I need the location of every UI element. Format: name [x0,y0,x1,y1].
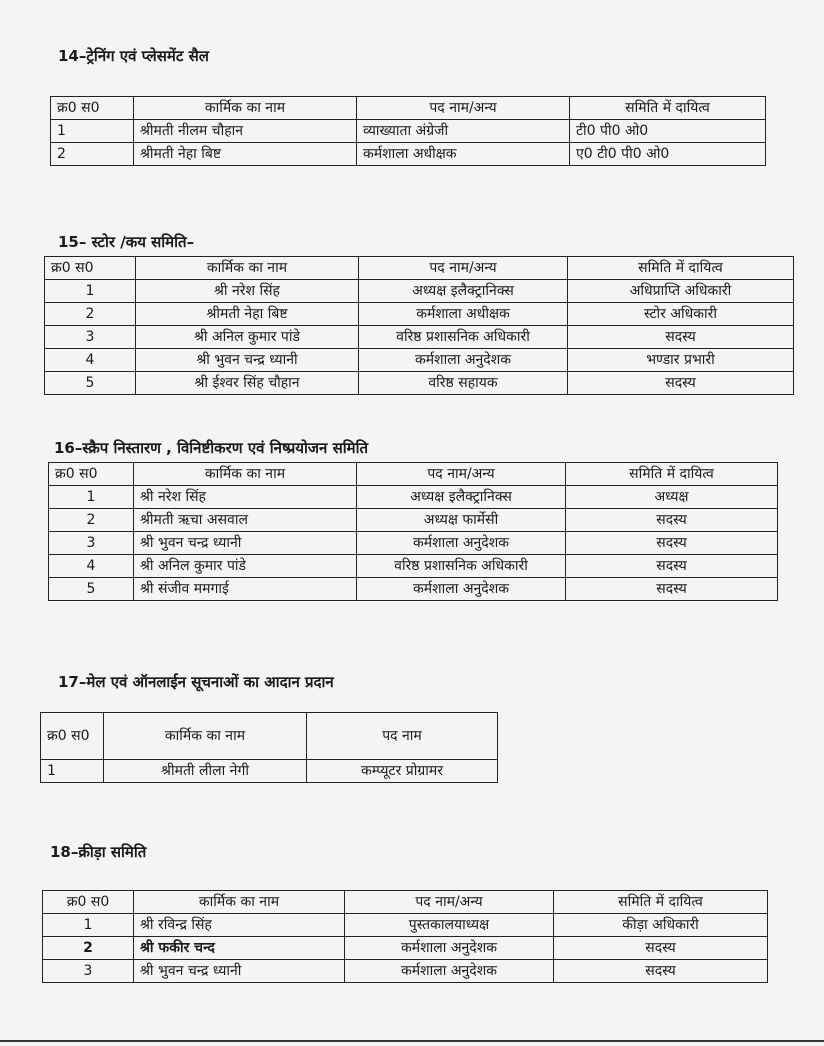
serial-cell: 3 [45,326,136,349]
header-name: कार्मिक का नाम [134,97,357,120]
name-cell: श्रीमती ऋचा असवाल [134,509,357,532]
header-responsibility: समिति में दायित्व [566,463,778,486]
post-cell: अध्यक्ष फार्मेसी [357,509,566,532]
section-18-table [42,890,768,983]
responsibility-cell: सदस्य [566,532,778,555]
section-14-table [50,96,766,166]
table-header-row [51,97,766,120]
header-responsibility: समिति में दायित्व [570,97,766,120]
header-name: कार्मिक का नाम [136,257,359,280]
serial-cell: 1 [49,486,134,509]
post-cell: कर्मशाला अनुदेशक [345,937,554,960]
name-cell: श्री फकीर चन्द [134,937,345,960]
post-cell: कर्मशाला अनुदेशक [359,349,568,372]
table-header-row [49,463,778,486]
header-post: पद नाम/अन्य [357,97,570,120]
name-cell: श्रीमती नेहा बिष्ट [134,143,357,166]
header-serial: क्र0 स0 [49,463,134,486]
serial-cell: 4 [45,349,136,372]
header-post: पद नाम/अन्य [357,463,566,486]
serial-cell: 5 [49,578,134,601]
post-cell: कर्मशाला अनुदेशक [345,960,554,983]
serial-cell: 2 [49,509,134,532]
responsibility-cell: सदस्य [566,555,778,578]
section-15-table [44,256,794,395]
table-row [49,486,778,509]
serial-cell: 2 [43,937,134,960]
header-name: कार्मिक का नाम [134,463,357,486]
header-serial: क्र0 स0 [45,257,136,280]
post-cell: कम्प्यूटर प्रोग्रामर [307,760,498,783]
serial-cell: 1 [45,280,136,303]
name-cell: श्री अनिल कुमार पांडे [136,326,359,349]
serial-cell: 3 [49,532,134,555]
section-16-title: 16–स्क्रैप निस्तारण , विनिष्टीकरण एवं निष्प्रयोजन समिति [54,439,369,457]
responsibility-cell: अधिप्राप्ति अधिकारी [568,280,794,303]
responsibility-cell: सदस्य [554,937,768,960]
post-cell: कर्मशाला अनुदेशक [357,578,566,601]
responsibility-cell: सदस्य [566,509,778,532]
post-cell: व्याख्याता अंग्रेजी [357,120,570,143]
post-cell: अध्यक्ष इलैक्ट्रानिक्स [357,486,566,509]
responsibility-cell: टी0 पी0 ओ0 [570,120,766,143]
table-header-row [43,891,768,914]
name-cell: श्रीमती लीला नेगी [104,760,307,783]
serial-cell: 1 [51,120,134,143]
responsibility-cell: भण्डार प्रभारी [568,349,794,372]
table-row [45,303,794,326]
header-serial: क्र0 स0 [41,713,104,760]
section-18-title: 18–क्रीड़ा समिति [50,843,147,861]
responsibility-cell: सदस्य [568,326,794,349]
responsibility-cell: सदस्य [568,372,794,395]
post-cell: अध्यक्ष इलैक्ट्रानिक्स [359,280,568,303]
name-cell: श्री ईश्वर सिंह चौहान [136,372,359,395]
responsibility-cell: अध्यक्ष [566,486,778,509]
post-cell: कर्मशाला अधीक्षक [359,303,568,326]
section-17-table [40,712,498,783]
section-14-title: 14–ट्रेनिंग एवं प्लेसमेंट सैल [58,47,209,65]
serial-cell: 1 [43,914,134,937]
header-post: पद नाम/अन्य [359,257,568,280]
section-16-table [48,462,778,601]
header-serial: क्र0 स0 [43,891,134,914]
table-header-row [41,713,498,760]
table-header-row [45,257,794,280]
name-cell: श्री संजीव ममगाई [134,578,357,601]
table-row [49,555,778,578]
post-cell: पुस्तकालयाध्यक्ष [345,914,554,937]
table-row [51,143,766,166]
responsibility-cell: स्टोर अधिकारी [568,303,794,326]
name-cell: श्री नरेश सिंह [136,280,359,303]
post-cell: वरिष्ठ प्रशासनिक अधिकारी [357,555,566,578]
serial-cell: 5 [45,372,136,395]
serial-cell: 2 [45,303,136,326]
post-cell: कर्मशाला अधीक्षक [357,143,570,166]
serial-cell: 4 [49,555,134,578]
table-row [45,280,794,303]
table-row [43,937,768,960]
name-cell: श्रीमती नेहा बिष्ट [136,303,359,326]
post-cell: वरिष्ठ प्रशासनिक अधिकारी [359,326,568,349]
responsibility-cell: ए0 टी0 पी0 ओ0 [570,143,766,166]
name-cell: श्री भुवन चन्द्र ध्यानी [134,532,357,555]
name-cell: श्री अनिल कुमार पांडे [134,555,357,578]
table-row [43,960,768,983]
table-row [41,760,498,783]
responsibility-cell: कीड़ा अधिकारी [554,914,768,937]
table-row [45,349,794,372]
page-bottom-divider [0,1040,824,1042]
serial-cell: 3 [43,960,134,983]
section-17-title: 17–मेल एवं ऑनलाईन सूचनाओं का आदान प्रदान [58,673,334,691]
responsibility-cell: सदस्य [554,960,768,983]
header-serial: क्र0 स0 [51,97,134,120]
table-row [49,509,778,532]
name-cell: श्री भुवन चन्द्र ध्यानी [136,349,359,372]
responsibility-cell: सदस्य [566,578,778,601]
name-cell: श्री नरेश सिंह [134,486,357,509]
table-row [49,578,778,601]
name-cell: श्री रविन्द्र सिंह [134,914,345,937]
table-row [43,914,768,937]
table-row [51,120,766,143]
header-name: कार्मिक का नाम [134,891,345,914]
header-responsibility: समिति में दायित्व [554,891,768,914]
section-15-title: 15– स्टोर /कय समिति– [58,233,195,251]
table-row [49,532,778,555]
header-post: पद नाम [307,713,498,760]
name-cell: श्री भुवन चन्द्र ध्यानी [134,960,345,983]
post-cell: कर्मशाला अनुदेशक [357,532,566,555]
serial-cell: 1 [41,760,104,783]
header-post: पद नाम/अन्य [345,891,554,914]
name-cell: श्रीमती नीलम चौहान [134,120,357,143]
table-row [45,372,794,395]
serial-cell: 2 [51,143,134,166]
header-responsibility: समिति में दायित्व [568,257,794,280]
table-row [45,326,794,349]
post-cell: वरिष्ठ सहायक [359,372,568,395]
header-name: कार्मिक का नाम [104,713,307,760]
